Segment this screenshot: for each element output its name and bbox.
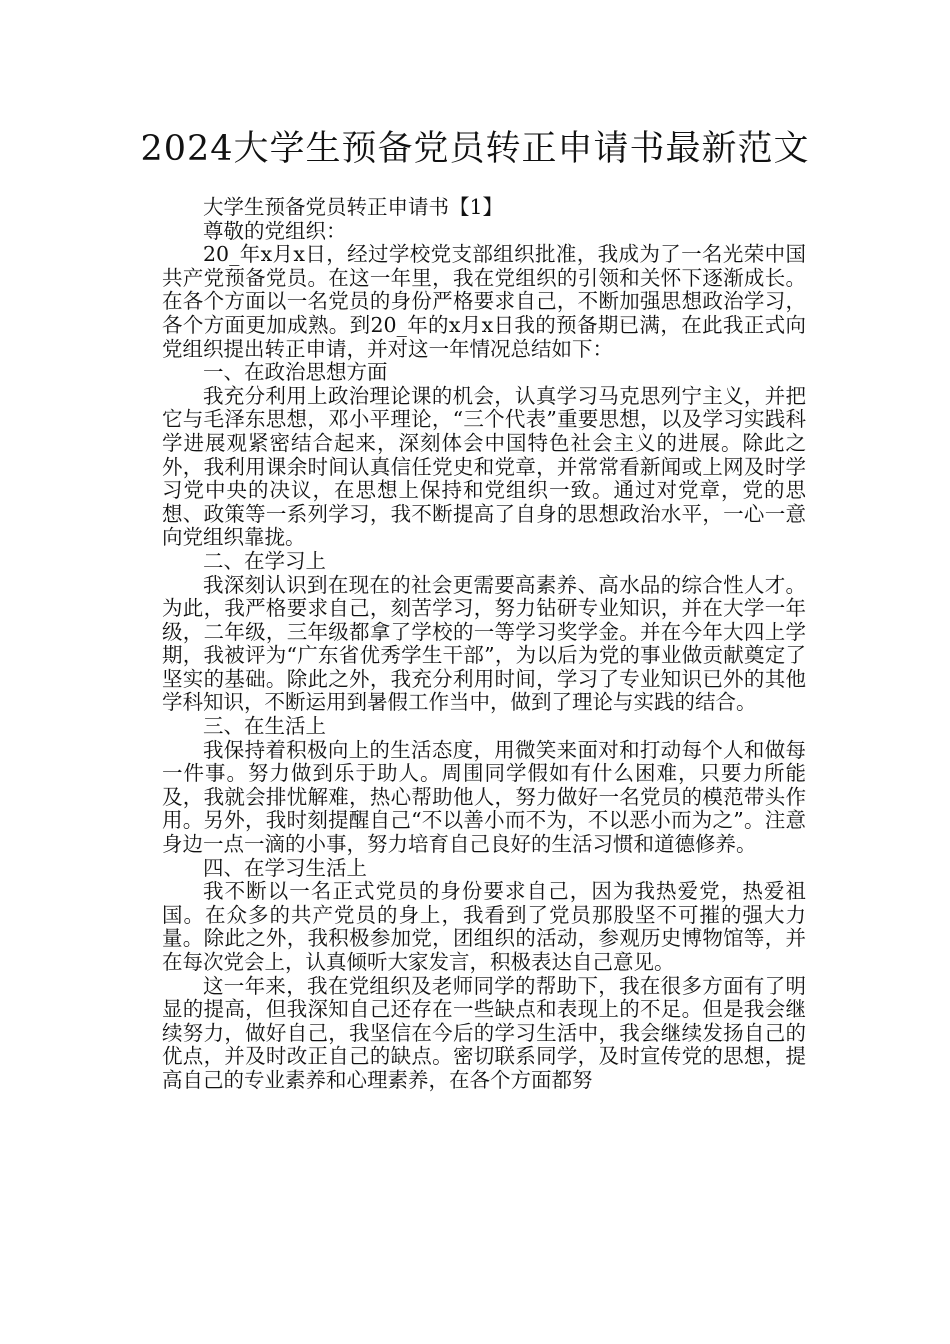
- document-title: 2024大学生预备党员转正申请书最新范文: [140, 129, 810, 169]
- application-subtitle: 大学生预备党员转正申请书【1】: [203, 195, 504, 219]
- paragraph-political: 我充分利用上政治理论课的机会，认真学习马克思列宁主义，并把它与毛泽东思想，邓小平理论，“三个代表”重要思想，以及学习实践科学进展观紧密结合起来，深刻体会中国特色社会主义的进展。除此之外，我利用课余时间认真信任党史和党章，并常常看新闻或上网及时学习党中央的决议，在思想上保持和党组织一致。通过对党章，党的思想、政策等一系列学习，我不断提高了自身的思想政治水平，一心一意向党组织靠拢。: [162, 383, 806, 550]
- paragraph-conclusion: 这一年来，我在党组织及老师同学的帮助下，我在很多方面有了明显的提高，但我深知自己还存在一些缺点和表现上的不足。但是我会继续努力，做好自己，我坚信在今后的学习生活中，我会继续发扬自己的优点，并及时改正自己的缺点。密切联系同学，及时宣传党的思想，提高自己的专业素养和心理素养，在各个方面都努: [162, 973, 806, 1092]
- section-heading-study: 二、在学习上: [203, 548, 326, 573]
- paragraph-life: 我保持着积极向上的生活态度，用微笑来面对和打动每个人和做每一件事。努力做到乐于助人。周围同学假如有什么困难，只要力所能及，我就会排忧解难，热心帮助他人，努力做好一名党员的模范带头作用。另外，我时刻提醒自己“不以善小而不为，不以恶小而为之”。注意身边一点一滴的小事，努力培育自己良好的生活习惯和道德修养。: [162, 737, 806, 857]
- section-heading-life: 三、在生活上: [203, 714, 326, 739]
- paragraph-study-life: 我不断以一名正式党员的身份要求自己，因为我热爱党，热爱祖国。在众多的共产党员的身上，我看到了党员那股坚不可摧的强大力量。除此之外，我积极参加党，团组织的活动，参观历史博物馆等，并在每次党会上，认真倾听大家发言，积极表达自己意见。: [162, 879, 806, 974]
- paragraph-study: 我深刻认识到在现在的社会更需要高素养、高水品的综合性人才。为此，我严格要求自己，刻苦学习，努力钻研专业知识，并在大学一年级，二年级，三年级都拿了学校的一等学习奖学金。并在今年大四上学期，我被评为“广东省优秀学生干部”，为以后为党的事业做贡献奠定了坚实的基础。除此之外，我充分利用时间，学习了专业知识已外的其他学科知识，不断运用到暑假工作当中，做到了理论与实践的结合。: [162, 572, 806, 715]
- section-heading-political: 一、在政治思想方面: [203, 360, 388, 385]
- paragraph-intro: 20_年x月x日，经过学校党支部组织批准，我成为了一名光荣中国共产党预备党员。在这一年里，我在党组织的引领和关怀下逐渐成长。在各个方面以一名党员的身份严格要求自己，不断加强思想政治学习，各个方面更加成熟。到20_年的x月x日我的预备期已满，在此我正式向党组织提出转正申请，并对这一年情况总结如下：: [162, 242, 806, 361]
- greeting: 尊敬的党组织：: [203, 218, 347, 243]
- document-body: [162, 196, 806, 1093]
- section-heading-study-life: 四、在学习生活上: [203, 855, 367, 880]
